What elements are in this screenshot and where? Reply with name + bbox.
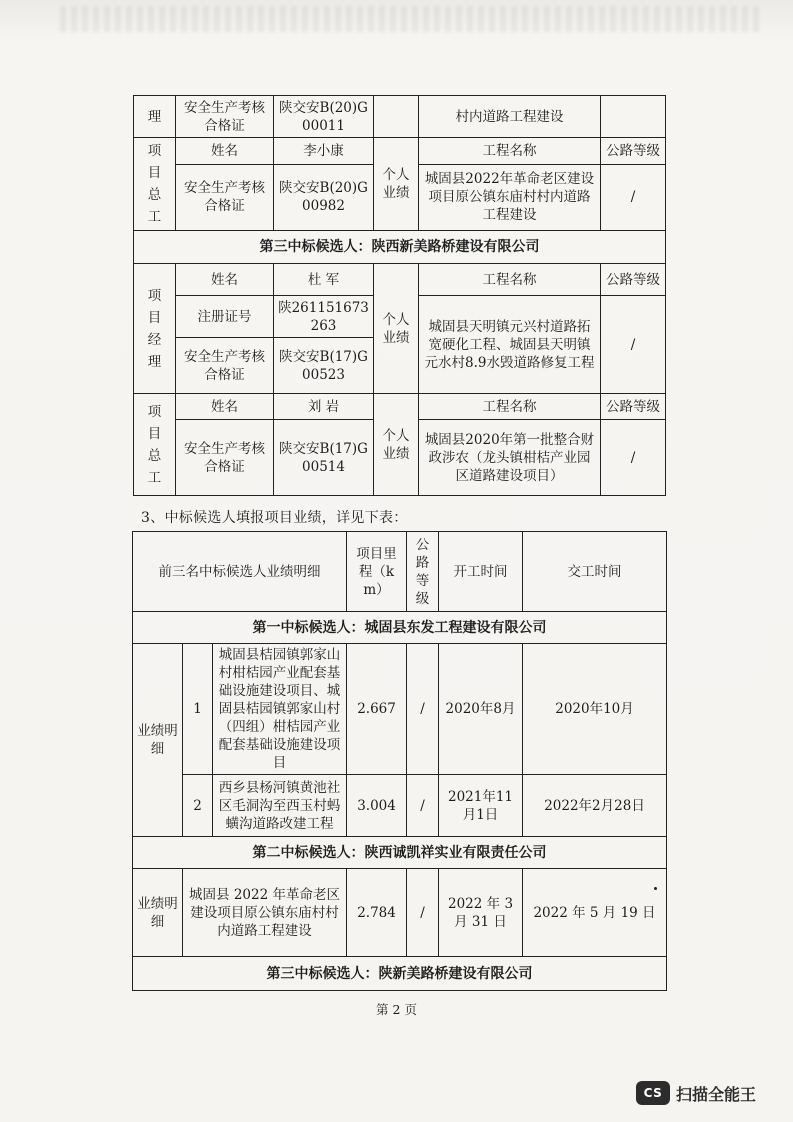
grade-value: /	[601, 420, 666, 496]
name-label: 姓名	[176, 394, 274, 420]
mileage-value: 2.667	[347, 644, 407, 775]
end-date: 2020年10月	[523, 644, 667, 775]
scanner-app-name: 扫描全能王	[676, 1084, 757, 1104]
grade-value: /	[601, 296, 666, 394]
grade-value: /	[407, 869, 439, 957]
project-name: 城固县2022年革命老区建设项目原公镇东庙村村内道路工程建设	[419, 164, 601, 230]
blank-cell	[374, 96, 419, 138]
candidate3-title: 第三中标候选人：陕新美路桥建设有限公司	[133, 957, 667, 991]
name-label: 姓名	[176, 264, 274, 296]
cs-logo-icon: CS	[636, 1081, 670, 1105]
person-name: 刘 岩	[274, 394, 374, 420]
candidate3-title: 第三中标候选人：陕西新美路桥建设有限公司	[134, 231, 666, 264]
project-name: 城固县天明镇元兴村道路拓宽硬化工程、城固县天明镇元水村8.9水毁道路修复工程	[419, 296, 601, 394]
reg-value: 陕261151673263	[274, 296, 374, 338]
cert-label: 安全生产考核合格证	[176, 338, 274, 394]
grade-header: 公路等级	[601, 394, 666, 420]
perf-detail-label: 业绩明细	[133, 644, 183, 837]
cert-label: 安全生产考核合格证	[176, 420, 274, 496]
candidate1-title: 第一中标候选人：城固县东发工程建设有限公司	[133, 612, 667, 644]
end-date: 2022 年 5 月 19 日	[523, 869, 667, 957]
table-row	[134, 394, 666, 420]
header-start: 开工时间	[439, 532, 523, 612]
end-date: 2022年2月28日	[523, 775, 667, 837]
header-mileage: 项目里程（km）	[347, 532, 407, 612]
grade-header: 公路等级	[601, 138, 666, 165]
table-row	[133, 957, 667, 991]
row-number: 2	[183, 775, 213, 837]
name-label: 姓名	[176, 138, 274, 165]
cert-label: 安全生产考核合格证	[176, 164, 274, 230]
page-number: 第 2 页	[376, 1002, 417, 1017]
ink-dot	[654, 887, 657, 890]
cert-value: 陕交安B(20)G00982	[274, 164, 374, 230]
cert-value: 陕交安B(20)G00011	[274, 96, 374, 138]
perf-detail-label: 业绩明细	[133, 869, 183, 957]
person-name: 杜 军	[274, 264, 374, 296]
table-row	[134, 138, 666, 165]
mileage-value: 2.784	[347, 869, 407, 957]
header-grade: 公路等级	[407, 532, 439, 612]
role-chief-engineer: 项 目 总 工	[134, 138, 176, 231]
project-name: 城固县2020年第一批整合财政涉农（龙头镇柑桔产业园区道路建设项目）	[419, 420, 601, 496]
table-row	[134, 231, 666, 264]
scanner-watermark	[636, 1080, 756, 1106]
performance-table	[132, 531, 667, 991]
role-chief-engineer: 项 目 总 工	[134, 394, 176, 496]
start-date: 2022 年 3 月 31 日	[439, 869, 523, 957]
grade-header: 公路等级	[601, 264, 666, 296]
start-date: 2021年11月1日	[439, 775, 523, 837]
table-row	[133, 644, 667, 775]
cert-label: 安全生产考核合格证	[176, 96, 274, 138]
personnel-table	[133, 95, 666, 496]
project-name: 城固县 2022 年革命老区建设项目原公镇东庙村村内道路工程建设	[183, 869, 347, 957]
table-row	[133, 869, 667, 957]
personal-perf-label: 个人业绩	[374, 394, 419, 496]
cert-value: 陕交安B(17)G00514	[274, 420, 374, 496]
grade-value: /	[407, 644, 439, 775]
header-detail: 前三名中标候选人业绩明细	[133, 532, 347, 612]
table-row	[133, 775, 667, 837]
project-header: 工程名称	[419, 394, 601, 420]
personal-perf-label: 个人业绩	[374, 264, 419, 394]
personal-perf-label: 个人业绩	[374, 138, 419, 231]
project-name: 城固县桔园镇郭家山村柑桔园产业配套基础设施建设项目、城固县桔园镇郭家山村（四组）柑桔园产业配套基础设施建设项目	[213, 644, 347, 775]
blank-cell	[601, 96, 666, 138]
bleed-through-header	[60, 6, 760, 32]
person-name: 李小康	[274, 138, 374, 165]
grade-value: /	[601, 164, 666, 230]
project-name: 西乡县杨河镇黄池社区毛洞沟至西玉村蚂蟥沟道路改建工程	[213, 775, 347, 837]
role-project-manager: 项 目 经 理	[134, 264, 176, 394]
table-row	[134, 96, 666, 138]
table-row	[133, 532, 667, 612]
project-header: 工程名称	[419, 264, 601, 296]
project-name: 村内道路工程建设	[419, 96, 601, 138]
grade-value: /	[407, 775, 439, 837]
mileage-value: 3.004	[347, 775, 407, 837]
start-date: 2020年8月	[439, 644, 523, 775]
table-row	[133, 612, 667, 644]
cert-value: 陕交安B(17)G00523	[274, 338, 374, 394]
reg-label: 注册证号	[176, 296, 274, 338]
project-header: 工程名称	[419, 138, 601, 165]
candidate2-title: 第二中标候选人：陕西诚凯祥实业有限责任公司	[133, 837, 667, 869]
header-end: 交工时间	[523, 532, 667, 612]
table-row	[133, 837, 667, 869]
section-note: 3、中标候选人填报项目业绩，详见下表：	[141, 510, 408, 526]
role-tail: 理	[134, 96, 176, 138]
row-number: 1	[183, 644, 213, 775]
table-row	[134, 264, 666, 296]
